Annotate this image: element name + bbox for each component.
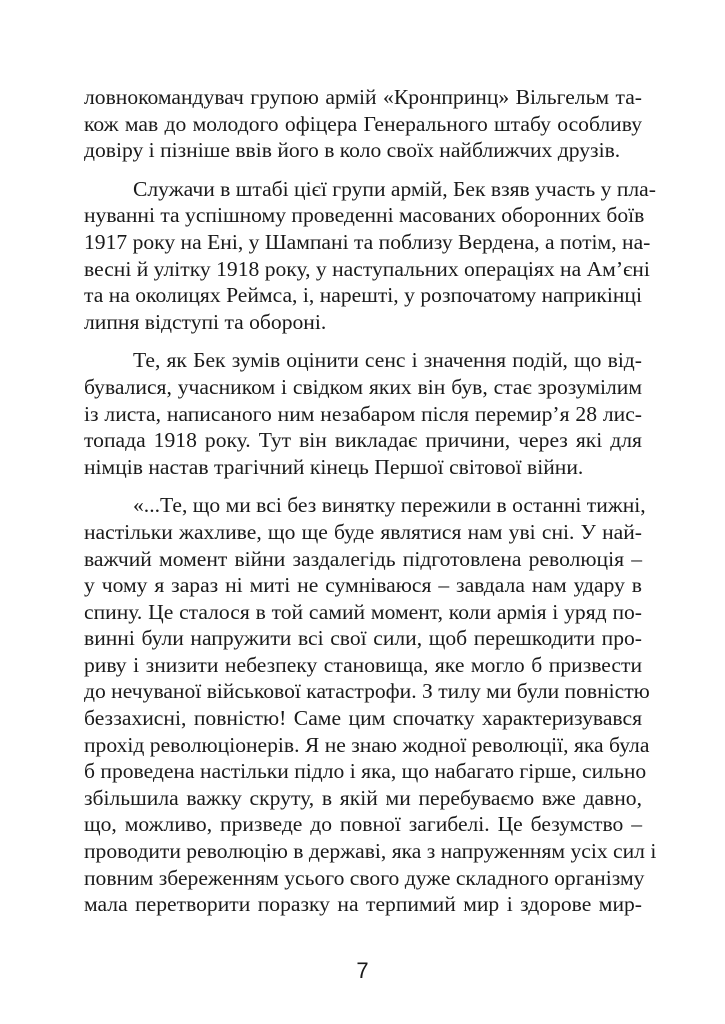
paragraph [84, 84, 642, 164]
text-line: б проведена настільки підло і яка, що набагато гірше, сильно [84, 759, 647, 784]
text-line: Служачи в штабі цієї групи армій, Бек взяв участь у пла- [133, 176, 656, 201]
page-number: 7 [356, 958, 369, 983]
text-line: Те, як Бек зумів оцінити сенс і значення подій, що від- [133, 348, 642, 373]
text-line: ловнокомандувач групою армій «Кронпринц» Вільгельм та- [84, 85, 642, 109]
text-line: 1917 року на Ені, у Шампані та поблизу Вердена, а потім, на- [84, 229, 651, 254]
text-line: що, можливо, призведе до повної загибелі. Це безумство – [84, 812, 642, 837]
paragraph [84, 176, 656, 336]
text-line: проводити революцію в державі, яка з напруженням усіх сил і [84, 839, 657, 864]
text-line: весні й улітку 1918 року, у наступальних операціях на Ам’єні [84, 256, 650, 281]
text-line: спину. Це сталося в той самий момент, коли армія і уряд по- [84, 599, 642, 624]
text-line: топада 1918 року. Тут він викладає причини, через які для [84, 428, 642, 453]
text-line: у чому я зараз ні миті не сумніваюся – завдала нам удару в [84, 573, 642, 598]
paragraph [84, 492, 657, 918]
text-line: довіру і пізніше ввів його в коло своїх найближчих друзів. [84, 138, 621, 163]
paragraph [84, 347, 642, 480]
text-line: винні були напружити всі свої сили, щоб перешкодити про- [84, 626, 642, 651]
text-line: збільшила важку скруту, в якій ми перебуваємо вже давно, [84, 785, 642, 810]
text-line: важчий момент війни заздалегідь підготовлена революція – [84, 546, 642, 571]
text-line: бувалися, учасником і свідком яких він був, стає зрозумілим [84, 374, 642, 399]
text-line: прохід революціонерів. Я не знаю жодної революції, яка була [84, 732, 650, 757]
text-line: настільки жахливе, що ще буде являтися нам уві сні. У най- [84, 519, 642, 544]
text-line: липня відступі та обороні. [84, 309, 327, 334]
text-line: із листа, написаного ним незабаром після перемир’я 28 лис- [84, 401, 642, 426]
text-line: до нечуваної військової катастрофи. З тилу ми були повністю [84, 679, 650, 704]
text-line: «...Те, що ми всі без винятку пережили в останні тижні, [133, 493, 646, 518]
text-line: нуванні та успішному проведенні масованих оборонних боїв [84, 203, 645, 228]
body-text [84, 84, 657, 930]
text-line: та на околицях Реймса, і, нарешті, у розпочатому наприкінці [84, 283, 642, 308]
text-line: німців настав трагічний кінець Першої світової війни. [84, 454, 584, 479]
text-line: мала перетворити поразку на терпимий мир і здорове мир- [84, 892, 642, 917]
text-line: кож мав до молодого офіцера Генерального штабу особливу [84, 111, 642, 136]
text-line: риву і знизити небезпеку становища, яке могло б призвести [84, 652, 642, 677]
text-line: повним збереженням усього свого дуже складного організму [84, 865, 645, 890]
text-line: беззахисні, повністю! Саме цим спочатку характеризувався [84, 706, 642, 731]
